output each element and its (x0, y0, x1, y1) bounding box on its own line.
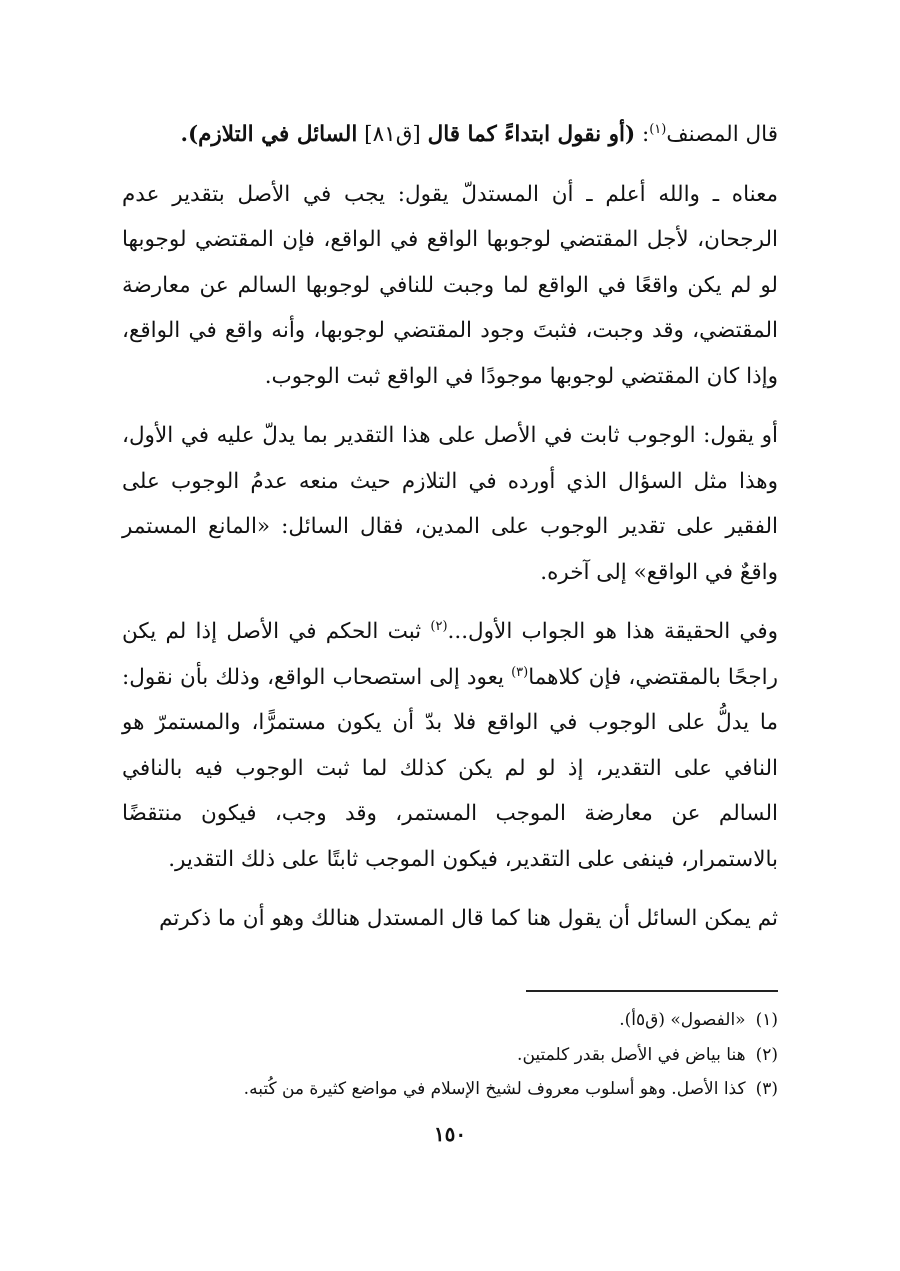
footnote-number: (٣) (755, 1079, 778, 1099)
paragraph-3 (122, 609, 778, 882)
heading-manuscript-ref: [ق٨١] (357, 122, 428, 147)
paragraph-3-part-1: وفي الحقيقة هذا هو الجواب الأول... (447, 619, 778, 644)
footnote-divider (526, 990, 778, 992)
paragraph-4: ثم يمكن السائل أن يقول هنا كما قال المستدل هنالك وهو أن ما ذكرتم (159, 906, 778, 931)
footnote-ref-3[interactable]: (٣) (511, 664, 529, 680)
footnote-3 (122, 1072, 778, 1107)
paragraph-3-part-3: يعود إلى استصحاب الواقع، وذلك بأن نقول: ما يدلُّ على الوجوب في الواقع فلا بدّ أن يكون مستمرًّا، والمستمرّ هو النافي على التقدير، إذ لو لم يكن كذلك لما ثبت الوجوب فيه بالنافي السالم عن معارضة الموجب المستمر، وقد وجب، فيكون منتقضًا بالاستمرار، فينفى على التقدير، فيكون الموجب ثابتًا على ذلك التقدير. (122, 664, 778, 872)
footnote-2 (122, 1038, 778, 1073)
footnote-text: كذا الأصل. وهو أسلوب معروف لشيخ الإسلام في مواضع كثيرة من كُتبه. (243, 1079, 746, 1099)
footnotes (122, 1003, 778, 1107)
paragraph-1: معناه ـ والله أعلم ـ أن المستدلّ يقول: يجب في الأصل بتقدير عدم الرجحان، لأجل المقتضي لوجوبها الواقع في الواقع، فإن المقتضي لوجوبها لو لم يكن واقعًا في الواقع لما وجبت للنافي لوجوبها السالم عن معارضة المقتضي، وقد وجبت، فثبتَ وجود المقتضي لوجوبها، وأنه واقع في الواقع، وإذا كان المقتضي لوجوبها موجودًا في الواقع ثبت الوجوب. (122, 181, 778, 389)
footnote-number: (١) (755, 1010, 778, 1030)
heading-prefix: قال المصنف (666, 122, 778, 147)
footnote-text: «الفصول» (ق٥أ). (619, 1010, 746, 1030)
footnote-ref-1[interactable]: (١) (649, 121, 667, 137)
page-number: ١٥٠ (433, 1122, 467, 1146)
paragraph-3-part-2: ثبت الحكم في الأصل إذا لم يكن راجحًا بالمقتضي، فإن كلاهما (122, 619, 778, 690)
heading-quote-start: (أو نقول ابتداءً كما قال (427, 122, 636, 147)
paragraph-2: أو يقول: الوجوب ثابت في الأصل على هذا التقدير بما يدلّ عليه في الأول، وهذا مثل السؤال الذي أورده في التلازم حيث منعه عدمُ الوجوب على الفقير على تقدير الوجوب على المدين، فقال السائل: «المانع المستمر واقعٌ في الواقع» إلى آخره. (122, 423, 778, 585)
footnote-ref-2[interactable]: (٢) (430, 618, 448, 634)
heading-quote-end: السائل في التلازم). (180, 122, 358, 147)
footnote-text: هنا بياض في الأصل بقدر كلمتين. (517, 1044, 746, 1065)
footnote-number: (٢) (755, 1044, 778, 1065)
footnote-1 (122, 1003, 778, 1038)
heading-colon: : (635, 122, 650, 147)
section-heading (122, 112, 778, 158)
